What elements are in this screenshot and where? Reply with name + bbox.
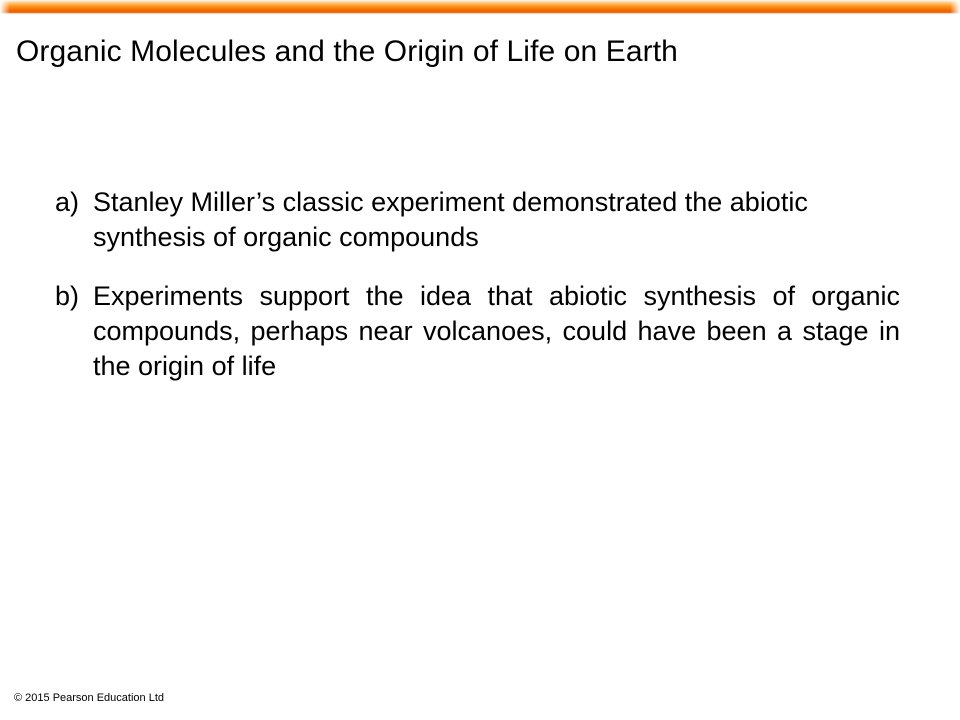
list-item-marker: a) bbox=[55, 187, 80, 217]
list-item-text: Experiments support the idea that abiotic synthesis of organic compounds, perhaps near volcanoes, could have been a stage in the origin of life bbox=[93, 281, 900, 381]
bullet-list bbox=[55, 185, 930, 384]
list-item-text: Stanley Miller’s classic experiment demonstrated the abiotic synthesis of organic compounds bbox=[93, 187, 808, 252]
page-title: Organic Molecules and the Origin of Life on Earth bbox=[16, 35, 678, 68]
top-bar-left-fade bbox=[0, 0, 10, 14]
list-item bbox=[55, 185, 930, 255]
top-bar-right-fade bbox=[950, 0, 960, 14]
list-item-marker: b) bbox=[55, 281, 80, 311]
decorative-top-bar bbox=[0, 0, 960, 14]
list-item bbox=[55, 279, 930, 384]
copyright-notice: © 2015 Pearson Education Ltd bbox=[14, 692, 164, 704]
